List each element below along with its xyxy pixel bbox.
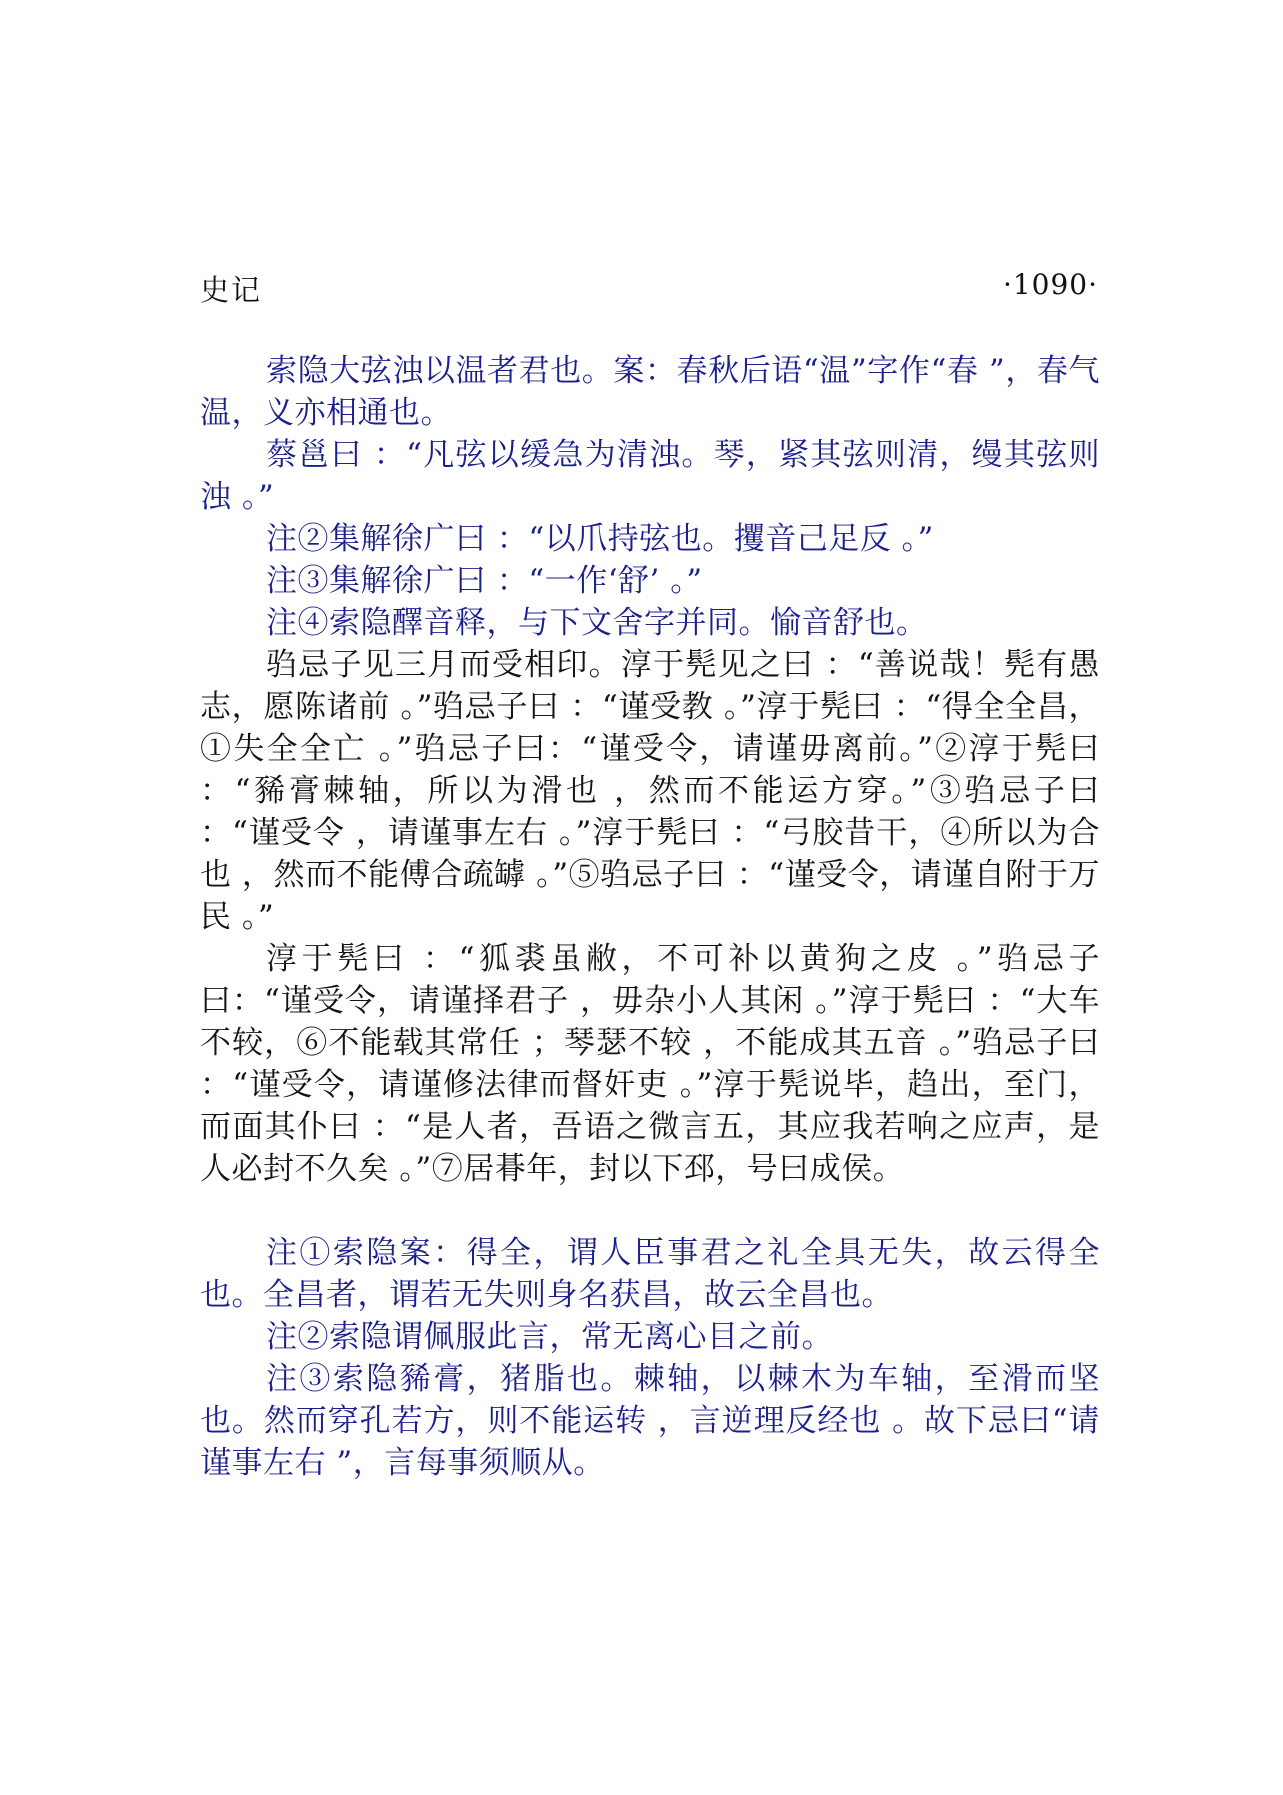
main-text-paragraph: 驺忌子见三月而受相印。淳于髡见之曰 ：“善说哉！髡有愚志，愿陈诸前 。”驺忌子曰 ：“谨受教 。”淳于髡曰 ：“得全全昌，①失全全亡 。”驺忌子曰：“谨受令，请谨毋离前。”②淳于髡曰 ：“豨膏棘轴，所以为滑也 ，然而不能运方穿。”③驺忌子曰 ：“谨受令 ，请谨事左右 。”淳于髡曰 ：“弓胶昔干，④所以为合也 ，然而不能傅合疏罅 。”⑤驺忌子曰 ：“谨受令，请谨自附于万民 。” (200, 647, 1100, 935)
annotation-paragraph: 注②索隐谓佩服此言，常无离心目之前。 (266, 1319, 833, 1355)
page-body (200, 350, 1100, 1484)
annotation-paragraph: 注④索隐醳音释，与下文舍字并同。愉音舒也。 (266, 605, 928, 641)
paragraph-spacer (200, 1190, 1100, 1232)
page-header (200, 268, 1098, 312)
book-title: 史记 (200, 273, 263, 307)
annotation-paragraph: 注①索隐案：得全，谓人臣事君之礼全具无失，故云得全也。全昌者，谓若无失则身名获昌，故云全昌也。 (200, 1235, 1100, 1313)
annotation-paragraph: 蔡邕曰 ：“凡弦以缓急为清浊。琴，紧其弦则清，缦其弦则浊 。” (200, 437, 1100, 515)
annotation-paragraph: 注②集解徐广曰 ：“以爪持弦也。攫音己足反 。” (266, 521, 934, 557)
annotation-paragraph: 注③集解徐广曰 ：“一作‘舒’ 。” (266, 563, 703, 599)
annotation-paragraph: 注③索隐豨膏，猪脂也。棘轴，以棘木为车轴，至滑而坚也。然而穿孔若方，则不能运转 ，言逆理反经也 。故下忌曰“请谨事左右 ”，言每事须顺从。 (200, 1361, 1100, 1481)
annotation-paragraph: 索隐大弦浊以温者君也。案：春秋后语“温”字作“春 ”，春气温，义亦相通也。 (200, 353, 1100, 431)
page-number: ·1090· (1002, 268, 1098, 301)
main-text-paragraph: 淳于髡曰 ：“狐裘虽敝，不可补以黄狗之皮 。”驺忌子曰：“谨受令，请谨择君子 ，毋杂小人其闲 。”淳于髡曰 ：“大车不较，⑥不能载其常任 ；琴瑟不较 ，不能成其五音 。”驺忌子曰 ：“谨受令，请谨修法律而督奸吏 。”淳于髡说毕，趋出，至门，而面其仆曰 ：“是人者，吾语之微言五，其应我若响之应声，是人必封不久矣 。”⑦居朞年，封以下邳，号曰成侯。 (200, 941, 1100, 1187)
